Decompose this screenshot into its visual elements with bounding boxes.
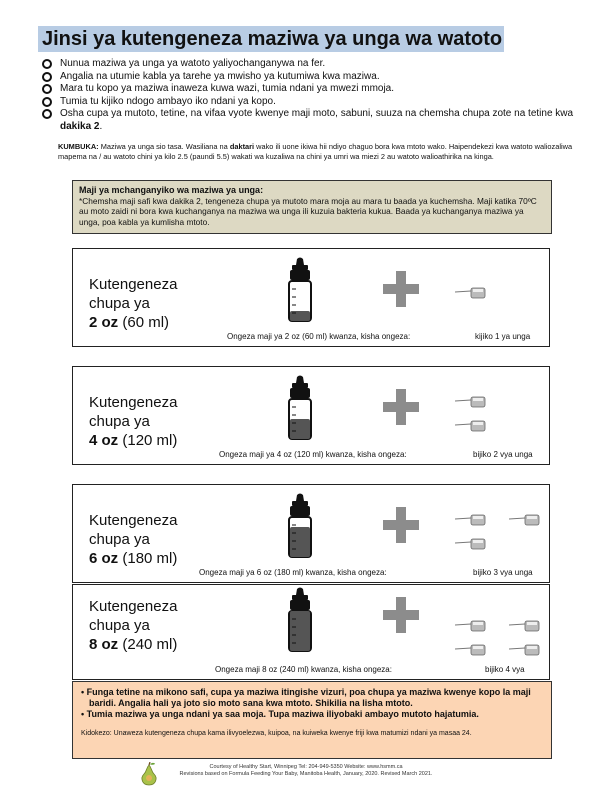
recipe-label: Kutengeneza chupa ya 8 oz (240 ml) xyxy=(89,598,178,653)
instruction-text: Ongeza maji ya 6 oz (180 ml) kwanza, kisha ongeza: xyxy=(199,568,387,577)
scoop-icon xyxy=(509,513,543,527)
recipe-card xyxy=(72,248,550,347)
bullet-icon xyxy=(42,97,52,107)
footer-line-1: Courtesy of Healthy Start, Winnipeg Tel: 204-949-5350 Website: www.hsmm.ca xyxy=(209,764,403,770)
plus-icon xyxy=(383,507,419,543)
recipe-card xyxy=(72,484,550,583)
recipe-card xyxy=(72,366,550,465)
steps-list xyxy=(40,58,580,133)
heat-water-box xyxy=(72,180,552,234)
page-title: Jinsi ya kutengeneza maziwa ya unga wa watoto xyxy=(38,26,504,52)
plus-icon xyxy=(383,597,419,633)
tip-text: Kidokezo: Unaweza kutengeneza chupa kama ilivyoelezwa, kuipoa, na kuiweka kwenye friji kwa matumizi ndani ya masaa 24. xyxy=(81,730,472,737)
scoop-count-text: bijiko 4 vya xyxy=(485,665,525,674)
recipe-label: Kutengeneza chupa ya 4 oz (120 ml) xyxy=(89,394,178,449)
scoop-icon xyxy=(455,286,489,300)
step-item: Mara tu kopo ya maziwa inaweza kuwa wazi, tumia ndani ya mwezi mmoja. xyxy=(40,83,580,96)
step-item: Tumia tu kijiko ndogo ambayo iko ndani ya kopo. xyxy=(40,96,580,109)
heat-heading: Maji ya mchanganyiko wa maziwa ya unga: xyxy=(79,185,264,195)
instruction-text: Ongeza maji ya 2 oz (60 ml) kwanza, kisha ongeza: xyxy=(227,332,411,341)
heat-body: *Chemsha maji safi kwa dakika 2, tengeneza chupa ya mutoto mara moja au mara tu baada ya kuchemsha. Maji katika 70ºC au moto zaidi ni bora kwa kuchanganya na maziwa wa unga ili kuzuia bakteria kukua. Baada ya kuchanganya maziwa ya unga, poa kabla ya kumlisha mtoto. xyxy=(79,195,537,227)
plus-icon xyxy=(383,389,419,425)
baby-bottle-icon xyxy=(285,375,315,441)
scoop-icon xyxy=(455,643,489,657)
scoop-count-text: bijiko 2 vya unga xyxy=(473,450,533,459)
instruction-text: Ongeza maji ya 4 oz (120 ml) kwanza, kisha ongeza: xyxy=(219,450,407,459)
scoop-count-text: bijiko 3 vya unga xyxy=(473,568,533,577)
serving-point-1: • Funga tetine na mikono safi, cupa ya maziwa itingishe vizuri, poa chupa ya maziwa kwenye kopo la maji baridi. Angalia hali ya joto sio moto sana kwa mtoto. Shikilia na lisha mtoto. xyxy=(81,687,531,708)
scoop-icon xyxy=(509,643,543,657)
scoop-icon xyxy=(455,419,489,433)
recipe-card xyxy=(72,584,550,680)
scoop-icon xyxy=(455,513,489,527)
bullet-icon xyxy=(42,84,52,94)
recipe-label: Kutengeneza chupa ya 2 oz (60 ml) xyxy=(89,276,178,331)
step-item: Angalia na utumie kabla ya tarehe ya mwisho ya kutumiwa kwa maziwa. xyxy=(40,71,580,84)
instruction-text: Ongeza maji 8 oz (240 ml) kwanza, kisha ongeza: xyxy=(215,665,392,674)
note-text: KUMBUKA: Maziwa ya unga sio tasa. Wasiliana na daktari wako ili uone ikiwa hii ndiyo chaguo bora kwa mtoto wako. Haipendekezi kwa watoto waliozaliwa mapema na / au watoto chini ya kilo 2.5 (paundi 5.5) wakati wa kuzaliwa na chini ya umri wa miezi 2 au watoto walioathirika na kinga. xyxy=(58,142,573,161)
serving-box xyxy=(72,681,552,759)
step-item: Nunua maziwa ya unga ya watoto yaliyochanganywa na fer. xyxy=(40,58,580,71)
scoop-count-text: kijiko 1 ya unga xyxy=(475,332,531,341)
plus-icon xyxy=(383,271,419,307)
scoop-icon xyxy=(455,619,489,633)
scoop-icon xyxy=(455,537,489,551)
bullet-icon xyxy=(42,109,52,119)
baby-bottle-icon xyxy=(285,587,315,653)
step-item: Osha cupa ya mutoto, tetine, na vifaa vyote kwenye maji moto, sabuni, suuza na chemsha chupa zote na tetine kwa dakika 2. xyxy=(40,108,580,133)
baby-bottle-icon xyxy=(285,257,315,323)
scoop-icon xyxy=(509,619,543,633)
footer-line-2: Revisions based on Formula Feeding Your Baby, Manitoba Health, January, 2020. Revised March 2021. xyxy=(179,771,433,777)
footer xyxy=(0,764,612,778)
recipe-label: Kutengeneza chupa ya 6 oz (180 ml) xyxy=(89,512,178,567)
scoop-icon xyxy=(455,395,489,409)
serving-point-2: • Tumia maziwa ya unga ndani ya saa moja. Tupa maziwa iliyobaki ambayo mutoto hajatumia. xyxy=(81,709,479,719)
bullet-icon xyxy=(42,72,52,82)
bullet-icon xyxy=(42,59,52,69)
baby-bottle-icon xyxy=(285,493,315,559)
